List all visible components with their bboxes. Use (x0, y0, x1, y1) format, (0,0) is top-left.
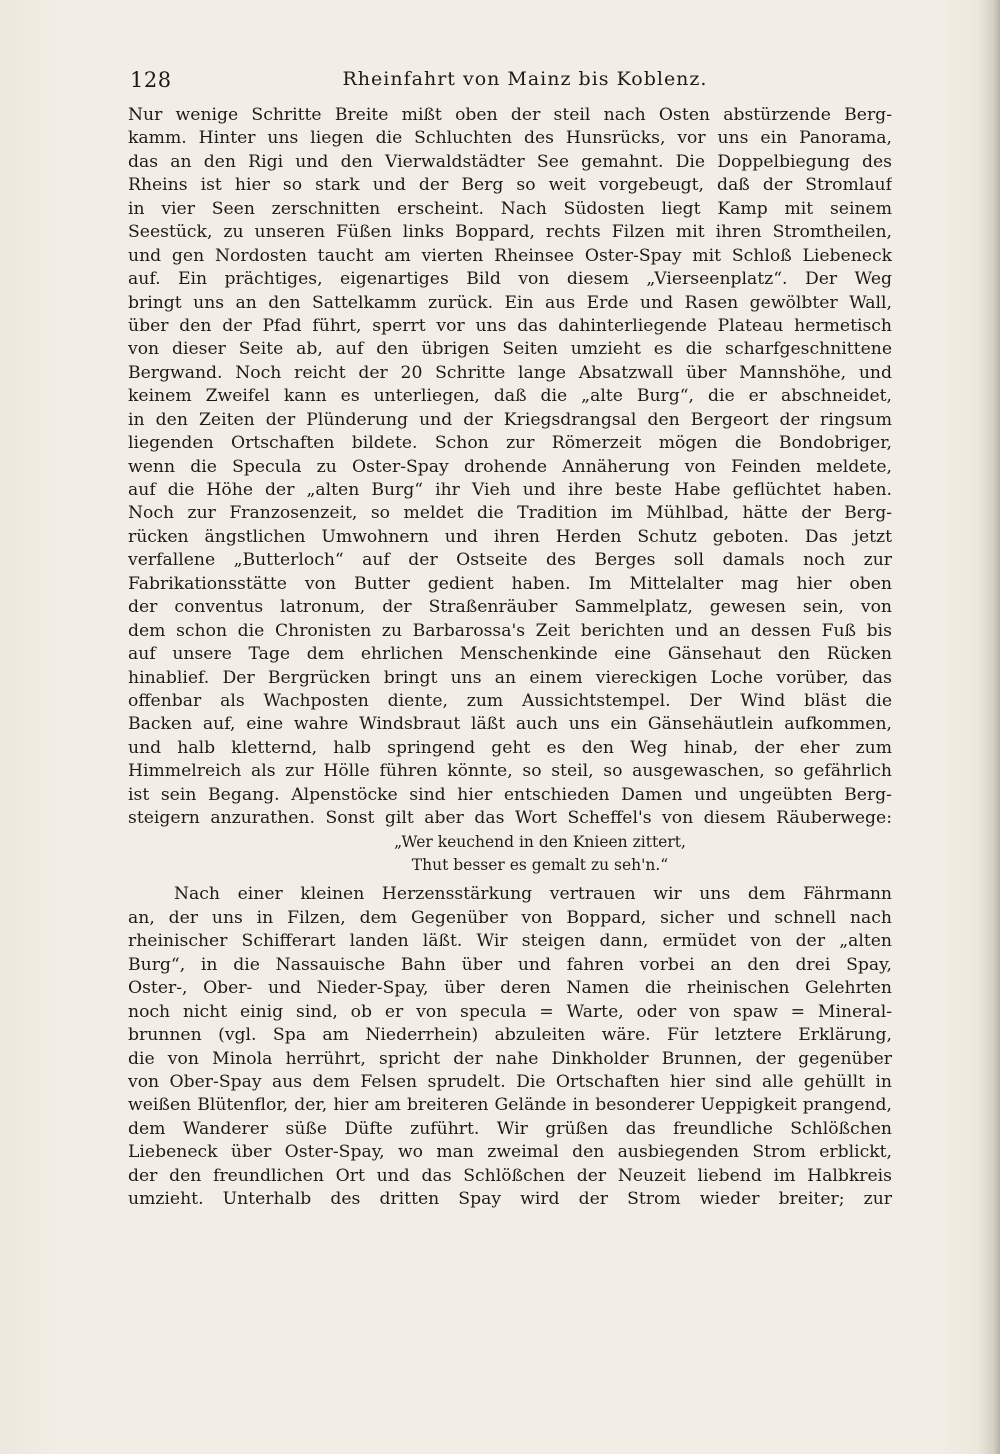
text-line: rheinischer Schifferart landen läßt. Wir steigen dann, ermüdet von der „alten (128, 931, 892, 952)
text-line: verfallene „Butterloch“ auf der Ostseite des Berges soll damals noch zur (128, 550, 892, 571)
text-line: weißen Blütenflor, der, hier am breiteren Gelände in besonderer Ueppigkeit prangend, (128, 1095, 892, 1116)
text-line: steigern anzurathen. Sonst gilt aber das Wort Scheffel's von diesem Räuberwege: (128, 808, 892, 829)
text-line: dem Wanderer süße Düfte zuführt. Wir grüßen das freundliche Schlößchen (128, 1118, 892, 1139)
text-line: über den der Pfad führt, sperrt vor uns das dahinterliegende Plateau hermetisch (128, 315, 892, 336)
text-line: keinem Zweifel kann es unterliegen, daß die „alte Burg“, die er abschneidet, (128, 386, 892, 407)
text-line: und halb kletternd, halb springend geht es den Weg hinab, der eher zum (128, 737, 892, 758)
text-line: der conventus latronum, der Straßenräuber Sammelplatz, gewesen sein, von (128, 597, 892, 618)
text-line: der den freundlichen Ort und das Schlößchen der Neuzeit liebend im Halbkreis (128, 1165, 892, 1186)
text-line: von dieser Seite ab, auf den übrigen Seiten umzieht es die scharfgeschnittene (128, 339, 892, 360)
paragraph-2 (128, 883, 892, 1211)
text-line: Himmelreich als zur Hölle führen könnte, so steil, so ausgewaschen, so gefährlich (128, 761, 892, 782)
text-line: auf die Höhe der „alten Burg“ ihr Vieh und ihre beste Habe geflüchtet haben. (128, 480, 892, 500)
text-line: noch nicht einig sind, ob er von specula = Warte, oder von spaw = Mineral- (128, 1001, 892, 1022)
text-line: Rheins ist hier so stark und der Berg so weit vorgebeugt, daß der Stromlauf (128, 175, 892, 196)
text-line: Backen auf, eine wahre Windsbraut läßt auch uns ein Gänsehäutlein aufkommen, (128, 714, 892, 735)
text-line: liegenden Ortschaften bildete. Schon zur Römerzeit mögen die Bondobriger, (128, 433, 892, 454)
text-line: von Ober-Spay aus dem Felsen sprudelt. Die Ortschaften hier sind alle gehüllt in (128, 1071, 892, 1092)
page-edge-shadow (978, 0, 1000, 1454)
text-line: kamm. Hinter uns liegen die Schluchten des Hunsrücks, vor uns ein Panorama, (128, 128, 892, 149)
text-line: hinablief. Der Bergrücken bringt uns an einem viereckigen Loche vorüber, das (128, 667, 892, 688)
text-line: Burg“, in die Nassauische Bahn über und fahren vorbei an den drei Spay, (128, 954, 892, 975)
text-line: wenn die Specula zu Oster-Spay drohende Annäherung von Feinden meldete, (128, 456, 892, 477)
text-line: Fabrikationsstätte von Butter gedient haben. Im Mittelalter mag hier oben (128, 573, 892, 594)
text-line: Noch zur Franzosenzeit, so meldet die Tradition im Mühlbad, hätte der Berg- (128, 503, 892, 524)
text-line: Oster-, Ober- und Nieder-Spay, über deren Namen die rheinischen Gelehrten (128, 978, 892, 999)
text-line: umzieht. Unterhalb des dritten Spay wird der Strom wieder breiter; zur (128, 1189, 892, 1210)
text-line: Seestück, zu unseren Füßen links Boppard, rechts Filzen mit ihren Stromtheilen, (128, 222, 892, 243)
quote-line: „Wer keuchend in den Knieen zittert, (394, 832, 686, 851)
page-header (130, 68, 890, 98)
quote-line: Thut besser es gemalt zu seh'n.“ (411, 856, 669, 874)
paragraph-1 (128, 104, 892, 831)
text-line: Bergwand. Noch reicht der 20 Schritte lange Absatzwall über Mannshöhe, und (128, 362, 892, 383)
text-line: Nur wenige Schritte Breite mißt oben der steil nach Osten abstürzende Berg- (128, 105, 892, 125)
text-line: das an den Rigi und den Vierwaldstädter See gemahnt. Die Doppelbiegung des (128, 151, 892, 172)
text-line: Liebeneck über Oster-Spay, wo man zweimal den ausbiegenden Strom erblickt, (128, 1142, 892, 1163)
text-line: die von Minola herrührt, spricht der nahe Dinkholder Brunnen, der gegenüber (128, 1048, 892, 1069)
text-line: offenbar als Wachposten diente, zum Aussichtstempel. Der Wind bläst die (128, 690, 892, 711)
text-line: auf. Ein prächtiges, eigenartiges Bild von diesem „Vierseenplatz“. Der Weg (128, 269, 892, 290)
text-line: und gen Nordosten taucht am vierten Rheinsee Oster-Spay mit Schloß Liebeneck (128, 245, 892, 266)
text-line: brunnen (vgl. Spa am Niederrhein) abzuleiten wäre. Für letztere Erklärung, (128, 1025, 892, 1046)
body-text (128, 104, 892, 1212)
text-line: dem schon die Chronisten zu Barbarossa's Zeit berichten und an dessen Fuß bis (128, 620, 892, 641)
text-line: Nach einer kleinen Herzensstärkung vertrauen wir uns dem Fährmann (174, 884, 892, 905)
verse-quote (128, 831, 892, 878)
text-line: rücken ängstlichen Umwohnern und ihren Herden Schutz geboten. Das jetzt (128, 526, 892, 547)
text-line: in vier Seen zerschnitten erscheint. Nach Südosten liegt Kamp mit seinem (128, 198, 892, 219)
running-title: Rheinfahrt von Mainz bis Koblenz. (342, 68, 708, 90)
text-line: an, der uns in Filzen, dem Gegenüber von Boppard, sicher und schnell nach (128, 907, 892, 928)
page-number: 128 (130, 68, 172, 92)
text-line: auf unsere Tage dem ehrlichen Menschenkinde eine Gänsehaut den Rücken (128, 644, 892, 665)
text-line: bringt uns an den Sattelkamm zurück. Ein aus Erde und Rasen gewölbter Wall, (128, 292, 892, 313)
text-line: ist sein Begang. Alpenstöcke sind hier entschieden Damen und ungeübten Berg- (128, 784, 892, 805)
text-line: in den Zeiten der Plünderung und der Kriegsdrangsal den Bergeort der ringsum (128, 409, 892, 430)
